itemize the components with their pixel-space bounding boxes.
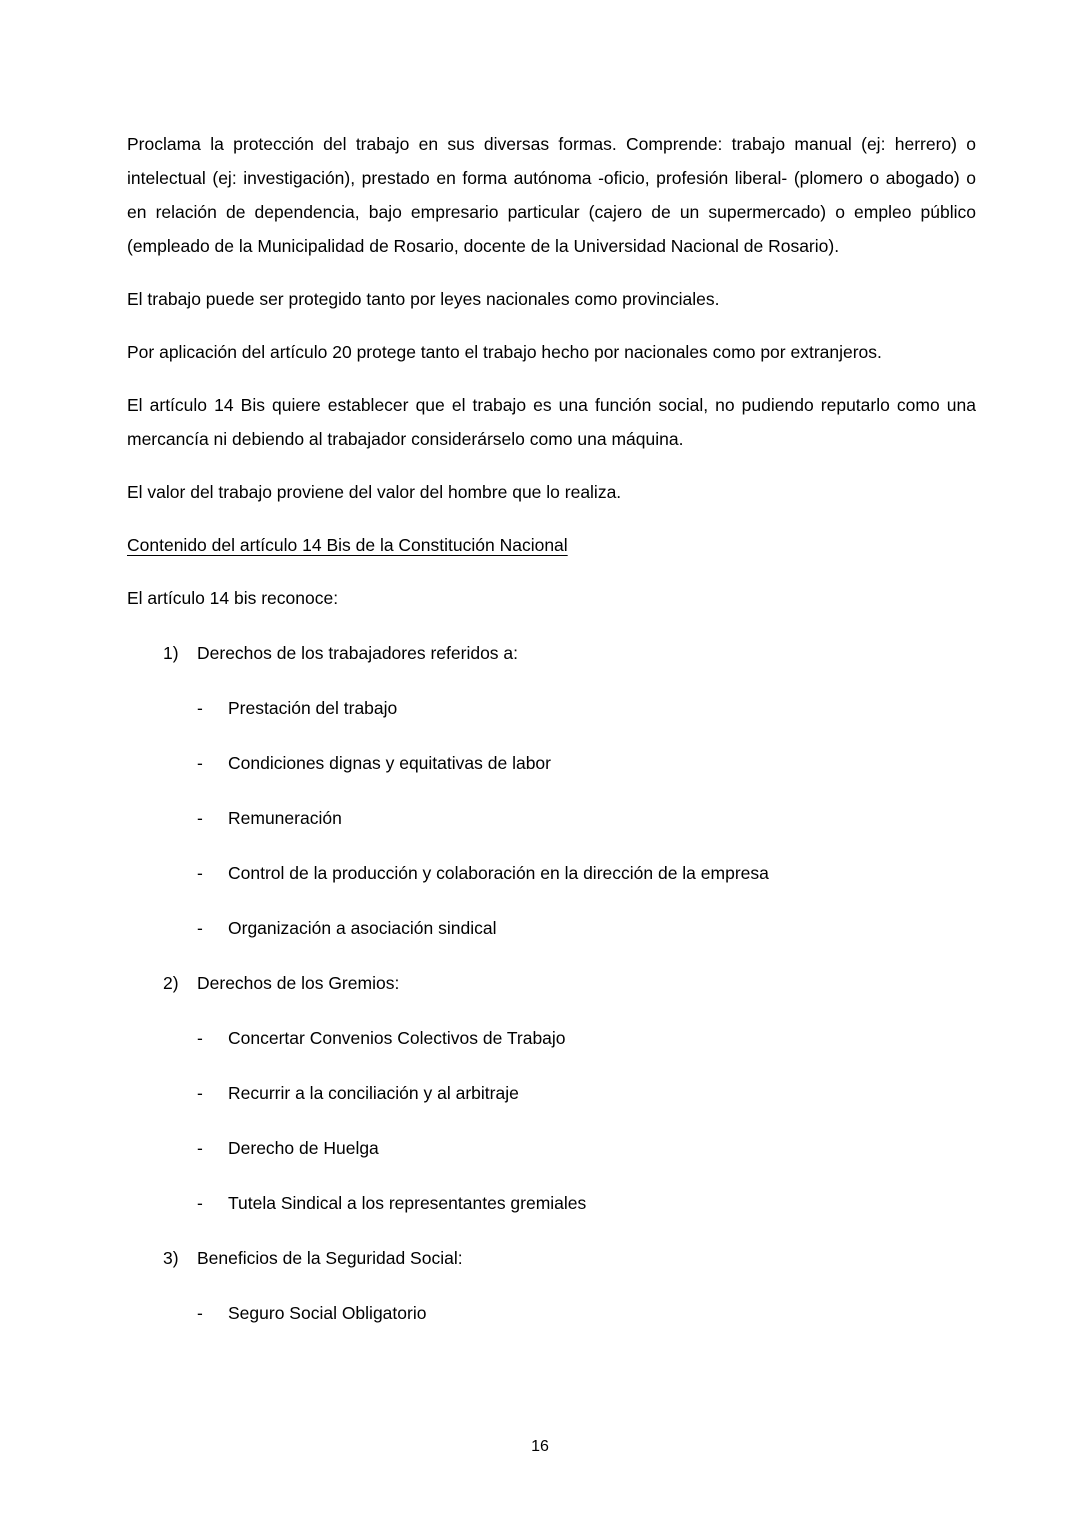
numbered-item bbox=[127, 1241, 976, 1275]
dash-marker: - bbox=[197, 1193, 203, 1213]
paragraph-leyes: El trabajo puede ser protegido tanto por leyes nacionales como provinciales. bbox=[127, 289, 720, 309]
bullet-text: Organización a asociación sindical bbox=[228, 918, 497, 938]
bullet-item bbox=[127, 911, 976, 945]
bullet-item bbox=[127, 1021, 976, 1055]
dash-marker: - bbox=[197, 1303, 203, 1323]
item-label: Beneficios de la Seguridad Social: bbox=[197, 1248, 463, 1268]
item-number: 1) bbox=[163, 643, 179, 663]
bullet-text: Remuneración bbox=[228, 808, 342, 828]
bullet-item bbox=[127, 1131, 976, 1165]
dash-marker: - bbox=[197, 863, 203, 883]
item-number: 2) bbox=[163, 973, 179, 993]
paragraph-articulo-20: Por aplicación del artículo 20 protege tanto el trabajo hecho por nacionales como por extranjeros. bbox=[127, 342, 882, 362]
bullet-text: Condiciones dignas y equitativas de labor bbox=[228, 753, 551, 773]
paragraph-funcion-social: El artículo 14 Bis quiere establecer que el trabajo es una función social, no pudiendo reputarlo como una mercancía ni debiendo al trabajador considerárselo como una máquina. bbox=[127, 395, 976, 449]
bullet-text: Prestación del trabajo bbox=[228, 698, 398, 718]
bullet-item bbox=[127, 801, 976, 835]
paragraph-intro-lista: El artículo 14 bis reconoce: bbox=[127, 588, 339, 608]
item-number: 3) bbox=[163, 1248, 179, 1268]
section-heading: Contenido del artículo 14 Bis de la Constitución Nacional bbox=[127, 535, 568, 555]
paragraph-valor-trabajo: El valor del trabajo proviene del valor del hombre que lo realiza. bbox=[127, 482, 622, 502]
numbered-item bbox=[127, 966, 976, 1000]
bullet-text: Recurrir a la conciliación y al arbitraje bbox=[228, 1083, 519, 1103]
bullet-item bbox=[127, 691, 976, 725]
bullet-item bbox=[127, 1296, 976, 1330]
item-label: Derechos de los Gremios: bbox=[197, 973, 400, 993]
numbered-item bbox=[127, 636, 976, 670]
dash-marker: - bbox=[197, 808, 203, 828]
bullet-text: Derecho de Huelga bbox=[228, 1138, 379, 1158]
document-body bbox=[127, 127, 976, 1330]
paragraph-proclama: Proclama la protección del trabajo en sus diversas formas. Comprende: trabajo manual (ej: herrero) o intelectual (ej: investigación), prestado en forma autónoma -oficio, profesión liberal- (plomero o abogado) o en relación de dependencia, bajo empresario particular (cajero de un supermercado) o empleo público (empleado de la Municipalidad de Rosario, docente de la Universidad Nacional de Rosario). bbox=[127, 134, 976, 256]
dash-marker: - bbox=[197, 698, 203, 718]
bullet-text: Control de la producción y colaboración en la dirección de la empresa bbox=[228, 863, 769, 883]
dash-marker: - bbox=[197, 1028, 203, 1048]
bullet-item bbox=[127, 1076, 976, 1110]
dash-marker: - bbox=[197, 918, 203, 938]
bullet-item bbox=[127, 746, 976, 780]
dash-marker: - bbox=[197, 1083, 203, 1103]
dash-marker: - bbox=[197, 753, 203, 773]
bullet-item bbox=[127, 1186, 976, 1220]
bullet-item bbox=[127, 856, 976, 890]
item-label: Derechos de los trabajadores referidos a: bbox=[197, 643, 519, 663]
bullet-text: Concertar Convenios Colectivos de Trabajo bbox=[228, 1028, 566, 1048]
bullet-text: Tutela Sindical a los representantes gremiales bbox=[228, 1193, 587, 1213]
page-number: 16 bbox=[531, 1438, 549, 1455]
bullet-text: Seguro Social Obligatorio bbox=[228, 1303, 427, 1323]
dash-marker: - bbox=[197, 1138, 203, 1158]
